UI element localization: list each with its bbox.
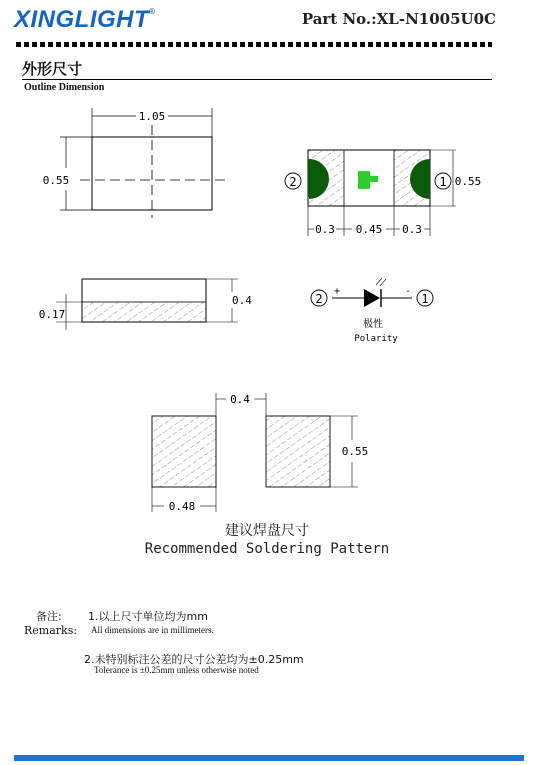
polarity-cn: 极性 [363,319,383,330]
plus-sign: + [333,286,341,297]
section-title-cn: 外形尺寸 [22,60,83,78]
polarity-symbol [311,278,433,344]
dim-base: 0.17 [38,308,66,321]
part-number: Part No.:XL-N1005U0C [301,10,496,28]
footer-bar [14,755,524,761]
note1-cn: 1.以上尺寸单位均为mm [88,610,208,623]
section-title-en: Outline Dimension [24,82,105,93]
note2-cn: 2.未特别标注公差的尺寸公差均为±0.25mm [84,653,304,666]
registered-mark: ® [148,7,156,16]
minus-sign: - [404,286,412,297]
dim-height: 0.4 [232,294,252,307]
soldering-title-en: Recommended Soldering Pattern [144,541,390,557]
solder-dim-width: 0.48 [168,500,196,513]
bottom-view-drawing [285,150,481,236]
soldering-pattern-drawing [152,393,368,513]
soldering-title-cn: 建议焊盘尺寸 [225,523,309,539]
dim-gap: 0.45 [355,223,383,236]
solder-dim-height: 0.55 [341,445,369,458]
top-view-drawing [43,108,228,218]
pin1-label: 1 [439,175,447,189]
polarity-mark-green [358,171,378,189]
remarks-label-en: Remarks: [24,624,78,637]
polarity-en: Polarity [354,334,398,344]
sym-pin1-label: 1 [421,292,429,306]
solder-dim-gap: 0.4 [230,393,250,406]
diode-triangle [364,289,380,307]
sym-pin2-label: 2 [315,292,323,306]
note2-en: Tolerance is ±0.25mm unless otherwise noted [94,665,259,675]
dim-length: 1.05 [138,110,166,123]
side-view-drawing [39,279,252,330]
dim-right-width: 0.55 [454,175,482,188]
brand-logo: XINGLIGHT [14,6,150,33]
dim-pad-right: 0.3 [402,223,422,236]
dim-width: 0.55 [42,174,70,187]
note1-en: All dimensions are in millimeters. [91,625,214,635]
dim-pad-left: 0.3 [315,223,335,236]
remarks-label-cn: 备注: [36,610,62,623]
pin2-label: 2 [289,175,297,189]
